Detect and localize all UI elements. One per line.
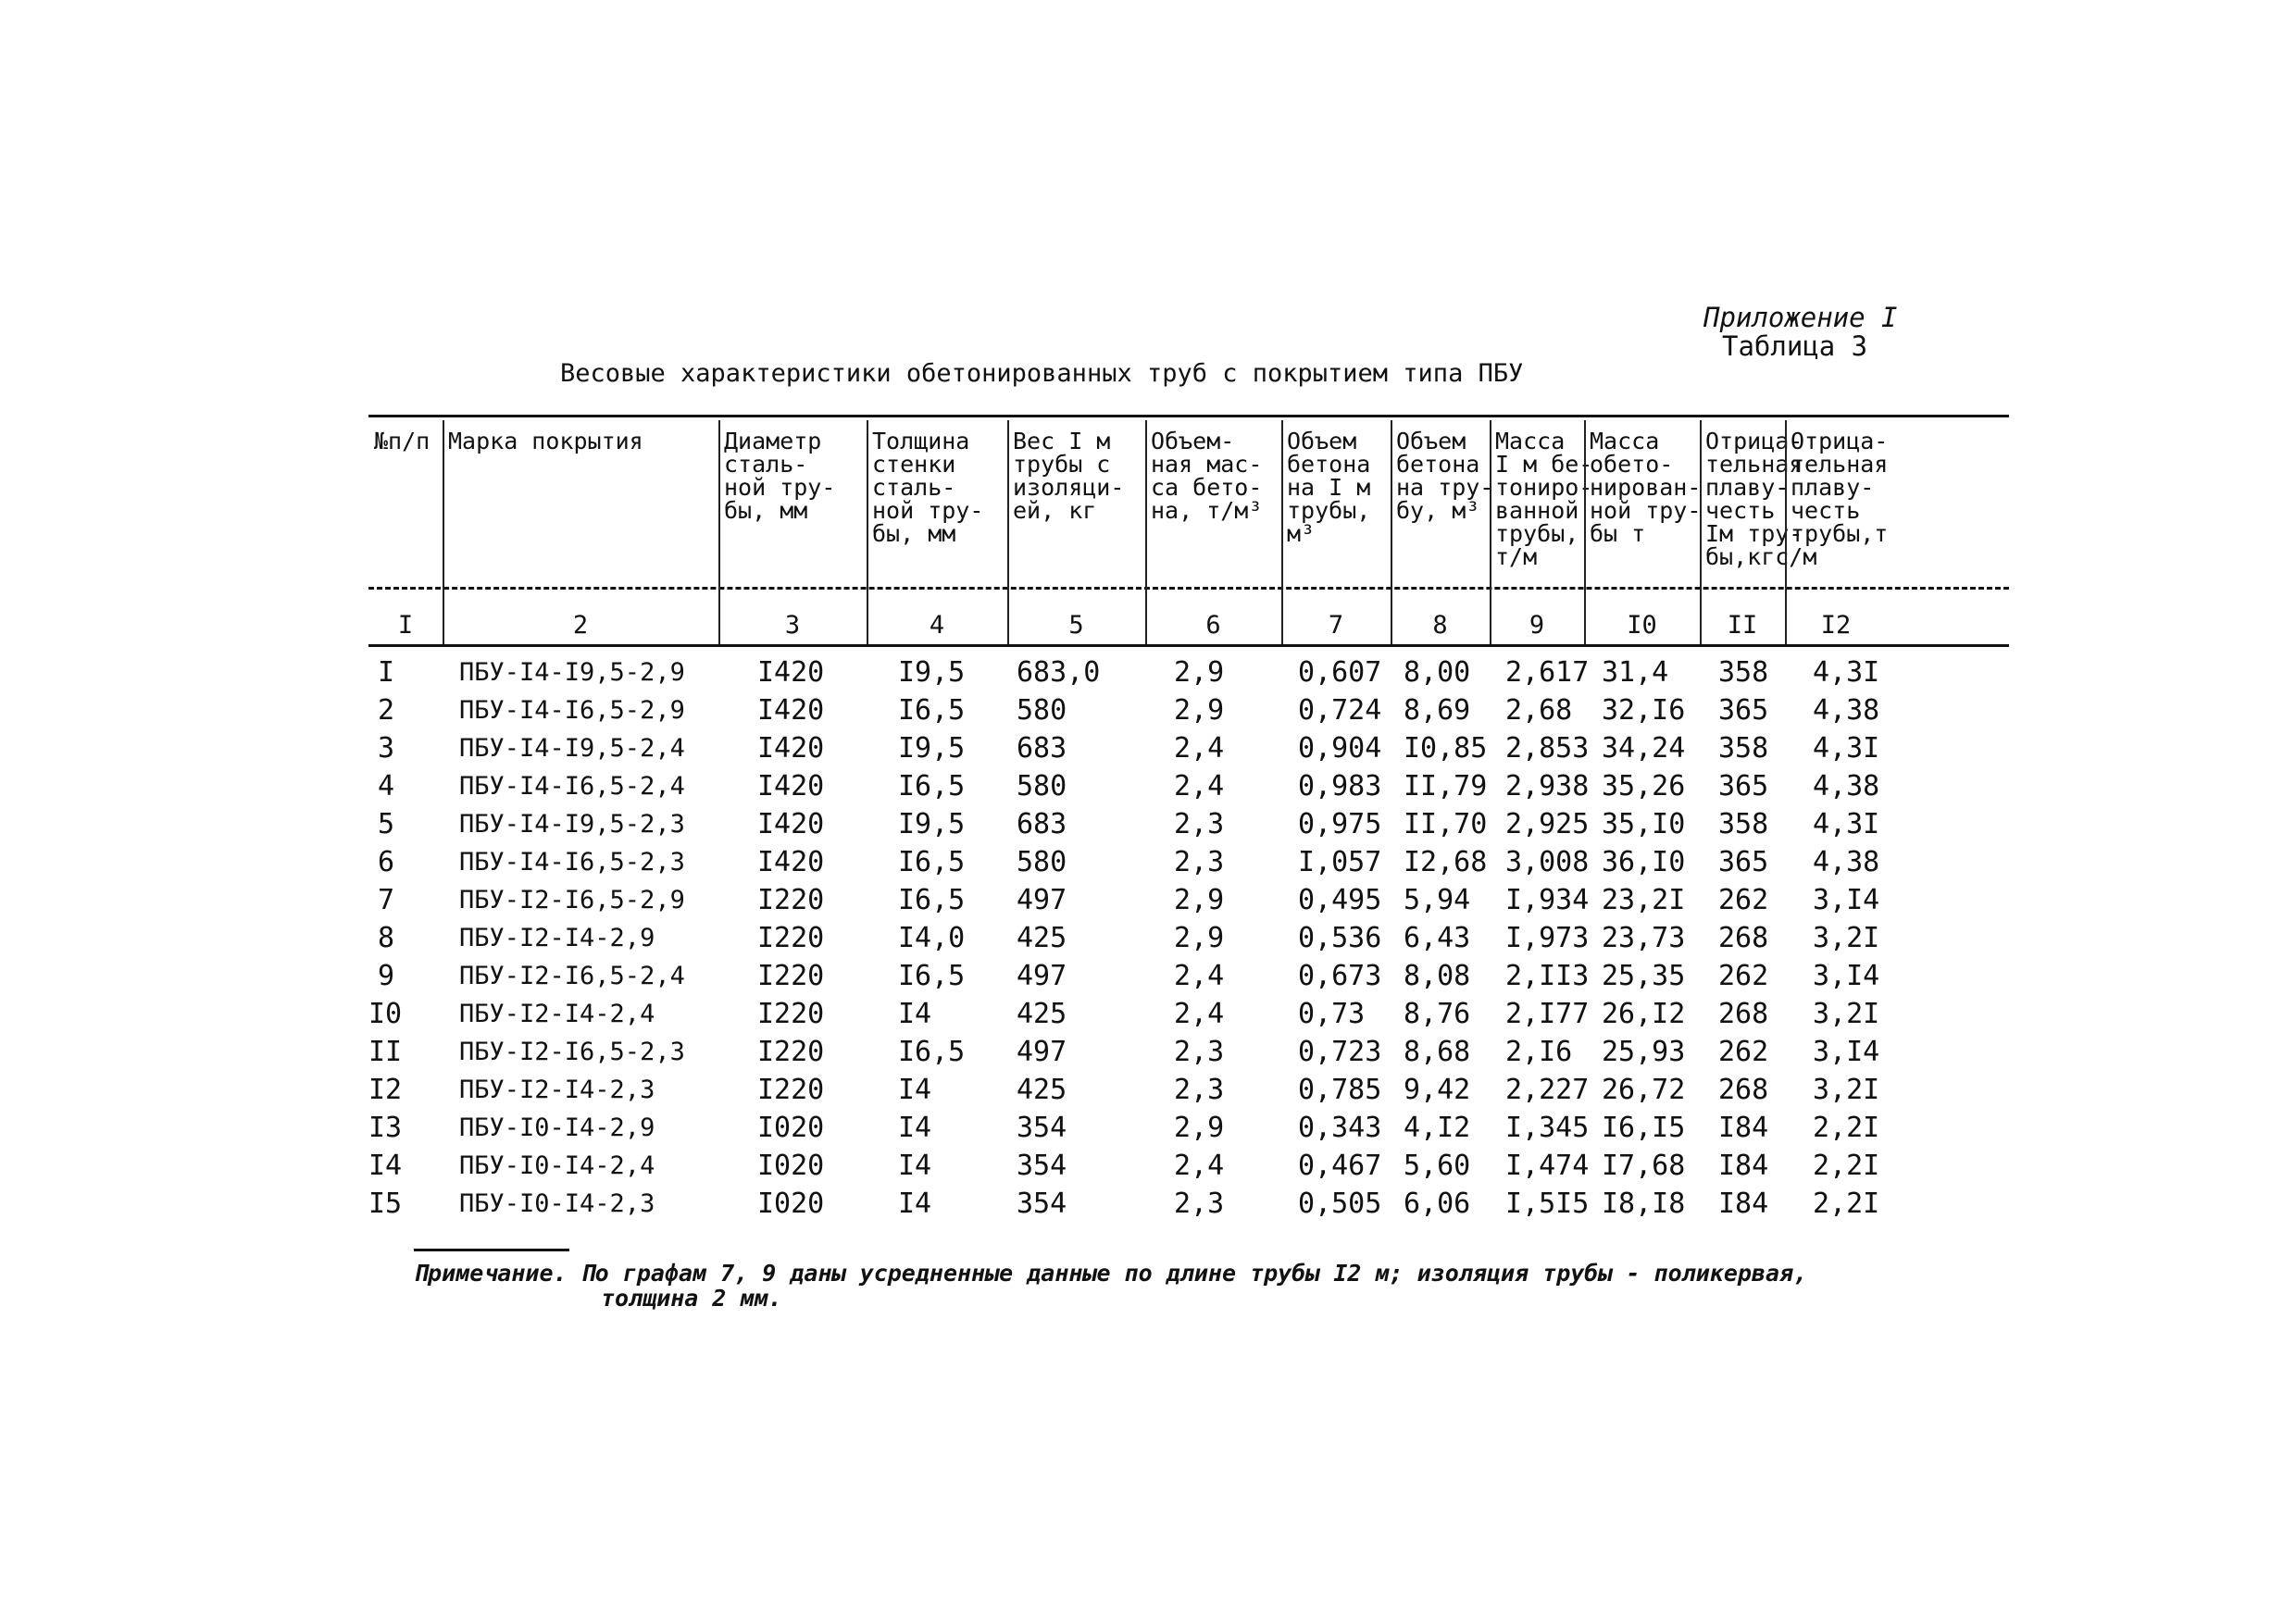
column-number: 9	[1529, 611, 1545, 640]
column-header-8	[1391, 428, 1494, 524]
table-cell-col-2: ПБУ-I4-I9,5-2,9	[459, 658, 685, 687]
table-cell-col-12: 3,2I	[1813, 1074, 1880, 1106]
table-cell-col-2: ПБУ-I2-I6,5-2,4	[459, 962, 685, 990]
table-cell-col-7: 0,723	[1298, 1036, 1382, 1068]
table-row	[368, 843, 2009, 881]
table-cell-col-10: 35,26	[1602, 770, 1686, 802]
table-cell-col-1: I5	[368, 1188, 403, 1220]
table-cell-col-6: 2,3	[1174, 846, 1225, 878]
table-row	[368, 1033, 2009, 1071]
column-header-line: I м бе-	[1495, 451, 1593, 478]
column-number: I0	[1627, 611, 1657, 640]
column-header-7	[1281, 429, 1391, 545]
table-cell-col-9: 2,227	[1505, 1074, 1590, 1106]
table-cell-col-12: 4,38	[1813, 694, 1880, 727]
table-cell-col-5: 497	[1017, 1036, 1067, 1068]
column-header-line: бы, мм	[724, 497, 808, 524]
table-cell-col-12: 3,2I	[1813, 922, 1880, 954]
column-number: I2	[1820, 611, 1852, 640]
table-cell-col-11: I84	[1718, 1112, 1769, 1144]
table-cell-col-3: I420	[757, 732, 825, 765]
column-header-line: трубы,т	[1791, 520, 1889, 547]
table-cell-col-4: I6,5	[898, 846, 966, 878]
table-cell-col-11: 262	[1718, 960, 1769, 992]
table-cell-col-6: 2,3	[1174, 1074, 1225, 1106]
appendix-label	[1703, 304, 1898, 361]
column-divider	[1281, 420, 1283, 644]
table-row	[368, 957, 2009, 995]
table-cell-col-9: 2,938	[1505, 770, 1590, 802]
table-cell-col-1: 4	[377, 770, 394, 802]
column-header-line: бы,кгс/м	[1705, 543, 1817, 570]
weight-characteristics-table	[368, 415, 2009, 1229]
table-cell-col-12: 4,38	[1813, 770, 1880, 802]
column-header-6	[1145, 429, 1281, 522]
column-header-line: Масса	[1495, 428, 1566, 454]
table-cell-col-3: I220	[757, 1074, 825, 1106]
table-cell-col-8: I2,68	[1404, 846, 1488, 878]
table-cell-col-4: I9,5	[898, 808, 966, 840]
table-cell-col-12: 4,3I	[1813, 732, 1880, 765]
table-cell-col-11: 268	[1718, 998, 1769, 1030]
column-header-line: честь	[1791, 497, 1861, 524]
note-divider	[414, 1249, 569, 1251]
table-cell-col-5: 425	[1017, 998, 1067, 1030]
table-cell-col-10: 25,93	[1602, 1036, 1686, 1068]
table-cell-col-9: 2,617	[1505, 656, 1590, 689]
column-header-line: Отрица-	[1791, 428, 1889, 454]
table-cell-col-2: ПБУ-I4-I9,5-2,3	[459, 810, 685, 839]
column-header-3	[718, 429, 867, 522]
table-cell-col-3: I420	[757, 770, 825, 802]
table-cell-col-2: ПБУ-I4-I6,5-2,9	[459, 696, 685, 725]
table-row	[368, 691, 2009, 729]
column-number: II	[1727, 611, 1758, 640]
column-header-line: плаву-	[1705, 474, 1790, 501]
column-header-line: трубы с	[1013, 451, 1111, 478]
column-header-line: трубы,	[1495, 520, 1579, 547]
table-cell-col-10: I6,I5	[1602, 1112, 1686, 1144]
column-header-line: Марка покрытия	[448, 428, 643, 454]
table-cell-col-4: I4	[898, 998, 932, 1030]
column-header-line: №п/п	[374, 428, 430, 454]
column-number: 4	[929, 611, 945, 640]
column-header-line: тониро-	[1495, 474, 1593, 501]
column-header-line: бы, мм	[872, 520, 956, 547]
column-header-line: т/м	[1495, 543, 1538, 570]
column-header-line: ванной	[1495, 497, 1579, 524]
table-cell-col-5: 580	[1017, 694, 1067, 727]
table-row	[368, 767, 2009, 805]
column-divider	[1584, 420, 1586, 644]
table-cell-col-2: ПБУ-I4-I9,5-2,4	[459, 734, 685, 763]
table-cell-col-12: 4,3I	[1813, 808, 1880, 840]
table-cell-col-8: II,70	[1404, 808, 1488, 840]
column-divider	[718, 420, 720, 644]
table-cell-col-11: 358	[1718, 808, 1769, 840]
header-bottom-rule	[368, 587, 2009, 590]
table-cell-col-10: 23,2I	[1602, 884, 1686, 916]
table-cell-col-10: I7,68	[1602, 1150, 1686, 1182]
table-cell-col-12: 4,3I	[1813, 656, 1880, 689]
table-cell-col-9: I,5I5	[1505, 1188, 1590, 1220]
column-header-line: Толщина	[872, 428, 970, 454]
table-cell-col-3: I220	[757, 922, 825, 954]
column-header-10	[1584, 429, 1700, 545]
table-cell-col-8: 8,76	[1404, 998, 1471, 1030]
table-cell-col-1: 3	[377, 732, 394, 765]
table-cell-col-5: 425	[1017, 1074, 1067, 1106]
table-cell-col-5: 425	[1017, 922, 1067, 954]
table-cell-col-1: I	[377, 656, 394, 689]
table-row	[368, 805, 2009, 843]
table-cell-col-5: 683	[1017, 732, 1067, 765]
table-cell-col-4: I4	[898, 1074, 932, 1106]
table-cell-col-2: ПБУ-I4-I6,5-2,4	[459, 772, 685, 801]
column-header-line: тельная	[1705, 451, 1803, 478]
table-cell-col-8: 4,I2	[1404, 1112, 1471, 1144]
table-cell-col-3: I220	[757, 1036, 825, 1068]
table-cell-col-6: 2,4	[1174, 998, 1225, 1030]
column-header-1	[368, 429, 443, 453]
table-cell-col-4: I6,5	[898, 884, 966, 916]
table-cell-col-5: 354	[1017, 1112, 1067, 1144]
column-header-2	[443, 429, 718, 453]
table-cell-col-7: 0,904	[1298, 732, 1382, 765]
column-divider	[1145, 420, 1147, 644]
table-cell-col-3: I220	[757, 998, 825, 1030]
table-cell-col-9: I,973	[1505, 922, 1590, 954]
table-cell-col-11: 262	[1718, 1036, 1769, 1068]
table-top-rule	[368, 415, 2009, 417]
table-cell-col-3: I420	[757, 846, 825, 878]
column-divider	[443, 420, 444, 644]
table-cell-col-6: 2,3	[1174, 1188, 1225, 1220]
table-cell-col-6: 2,9	[1174, 656, 1225, 689]
table-cell-col-7: 0,73	[1298, 998, 1366, 1030]
table-cell-col-1: 7	[377, 884, 394, 916]
column-header-line: ной тру-	[1590, 497, 1702, 524]
table-cell-col-4: I6,5	[898, 770, 966, 802]
footnote-line-2: толщина 2 мм.	[601, 1285, 782, 1312]
table-cell-col-3: I420	[757, 694, 825, 727]
table-cell-col-2: ПБУ-I2-I6,5-2,9	[459, 886, 685, 914]
table-cell-col-6: 2,4	[1174, 960, 1225, 992]
table-cell-col-10: I8,I8	[1602, 1188, 1686, 1220]
table-row	[368, 729, 2009, 767]
table-cell-col-7: 0,975	[1298, 808, 1382, 840]
column-number: I	[397, 611, 414, 640]
table-cell-col-12: 3,I4	[1813, 960, 1880, 992]
table-cell-col-12: 3,2I	[1813, 998, 1880, 1030]
table-cell-col-2: ПБУ-I2-I4-2,4	[459, 1000, 655, 1028]
table-cell-col-3: I020	[757, 1188, 825, 1220]
table-cell-col-2: ПБУ-I0-I4-2,3	[459, 1189, 655, 1218]
table-cell-col-5: 354	[1017, 1150, 1067, 1182]
table-number: Таблица 3	[1722, 330, 1868, 362]
table-cell-col-7: 0,536	[1298, 922, 1382, 954]
column-number: 2	[572, 611, 589, 640]
table-cell-col-6: 2,3	[1174, 808, 1225, 840]
appendix-number: Приложение I	[1703, 302, 1898, 333]
table-cell-col-9: 2,853	[1505, 732, 1590, 765]
column-header-line: Отрица-	[1705, 428, 1803, 454]
table-cell-col-9: 2,925	[1505, 808, 1590, 840]
table-cell-col-5: 497	[1017, 960, 1067, 992]
table-cell-col-12: 3,I4	[1813, 1036, 1880, 1068]
table-cell-col-11: 262	[1718, 884, 1769, 916]
column-header-line: изоляци-	[1013, 474, 1125, 501]
table-cell-col-7: 0,607	[1298, 656, 1382, 689]
table-cell-col-1: I4	[368, 1150, 403, 1182]
table-cell-col-4: I4	[898, 1112, 932, 1144]
table-cell-col-11: 358	[1718, 656, 1769, 689]
column-header-line: тельная	[1791, 451, 1889, 478]
table-cell-col-8: 9,42	[1404, 1074, 1471, 1106]
footnote-line-1: Примечание. По графам 7, 9 даны усредненные данные по длине трубы I2 м; изоляция трубы - поликервая,	[414, 1260, 1808, 1287]
column-number: 8	[1432, 611, 1448, 640]
table-cell-col-5: 354	[1017, 1188, 1067, 1220]
table-cell-col-7: 0,343	[1298, 1112, 1382, 1144]
table-cell-col-4: I4,0	[898, 922, 966, 954]
table-cell-col-1: I0	[368, 998, 403, 1030]
table-cell-col-5: 580	[1017, 770, 1067, 802]
column-header-4	[867, 429, 1007, 545]
table-cell-col-12: 2,2I	[1813, 1112, 1880, 1144]
column-header-line: ей, кг	[1013, 497, 1097, 524]
table-cell-col-9: 2,68	[1505, 694, 1573, 727]
column-header-line: сталь-	[872, 474, 956, 501]
table-cell-col-3: I020	[757, 1150, 825, 1182]
table-cell-col-10: 35,I0	[1602, 808, 1686, 840]
table-cell-col-4: I9,5	[898, 732, 966, 765]
column-header-line: трубы,	[1287, 497, 1371, 524]
table-cell-col-6: 2,4	[1174, 1150, 1225, 1182]
table-cell-col-9: I,474	[1505, 1150, 1590, 1182]
table-cell-col-3: I420	[757, 656, 825, 689]
column-header-line: честь	[1705, 497, 1776, 524]
table-cell-col-5: 683,0	[1017, 656, 1101, 689]
table-cell-col-6: 2,9	[1174, 1112, 1225, 1144]
table-cell-col-7: 0,785	[1298, 1074, 1382, 1106]
table-cell-col-2: ПБУ-I2-I4-2,9	[459, 924, 655, 952]
table-cell-col-8: 8,08	[1404, 960, 1471, 992]
table-cell-col-9: 2,II3	[1505, 960, 1590, 992]
table-cell-col-7: 0,673	[1298, 960, 1382, 992]
column-header-line: ной тру-	[724, 474, 836, 501]
table-cell-col-8: 8,00	[1404, 656, 1471, 689]
table-cell-col-1: 2	[377, 694, 394, 727]
table-cell-col-9: I,934	[1505, 884, 1590, 916]
table-row	[368, 995, 2009, 1033]
column-header-line: обето-	[1590, 451, 1674, 478]
column-header-line: на I м	[1287, 474, 1371, 501]
table-cell-col-1: 6	[377, 846, 394, 878]
table-cell-col-7: 0,724	[1298, 694, 1382, 727]
column-divider	[1391, 420, 1392, 644]
table-cell-col-6: 2,9	[1174, 694, 1225, 727]
column-header-line: на тру-	[1396, 474, 1494, 501]
table-cell-col-6: 2,4	[1174, 732, 1225, 765]
table-title: Весовые характеристики обетонированных труб с покрытием типа ПБУ	[560, 359, 1524, 388]
table-row	[368, 653, 2009, 691]
table-cell-col-12: 3,I4	[1813, 884, 1880, 916]
table-cell-col-3: I220	[757, 884, 825, 916]
table-cell-col-4: I4	[898, 1188, 932, 1220]
column-header-line: сталь-	[724, 451, 808, 478]
table-cell-col-8: I0,85	[1404, 732, 1488, 765]
column-header-line: Iм тру-	[1705, 520, 1803, 547]
column-divider	[1700, 420, 1702, 644]
table-cell-col-4: I6,5	[898, 694, 966, 727]
table-cell-col-8: 8,69	[1404, 694, 1471, 727]
column-header-line: бетона	[1396, 451, 1480, 478]
table-row	[368, 1147, 2009, 1185]
table-row	[368, 919, 2009, 957]
column-number: 5	[1068, 611, 1084, 640]
column-divider	[1785, 420, 1787, 644]
table-cell-col-1: 8	[377, 922, 394, 954]
table-cell-col-7: 0,505	[1298, 1188, 1382, 1220]
column-header-12	[1785, 429, 1887, 545]
column-header-line: нирован-	[1590, 474, 1702, 501]
column-header-line: Диаметр	[724, 428, 822, 454]
column-header-line: Масса	[1590, 428, 1660, 454]
column-number: 7	[1328, 611, 1344, 640]
table-row	[368, 1071, 2009, 1109]
table-cell-col-7: 0,495	[1298, 884, 1382, 916]
table-cell-col-4: I6,5	[898, 1036, 966, 1068]
column-header-line: м³	[1287, 520, 1316, 547]
column-number: 6	[1205, 611, 1221, 640]
table-cell-col-1: 5	[377, 808, 394, 840]
column-divider	[867, 420, 868, 644]
table-cell-col-11: 358	[1718, 732, 1769, 765]
table-cell-col-10: 26,I2	[1602, 998, 1686, 1030]
table-cell-col-2: ПБУ-I0-I4-2,9	[459, 1113, 655, 1142]
column-header-line: Объем	[1396, 428, 1466, 454]
column-header-line: бу, м³	[1396, 497, 1480, 524]
table-cell-col-2: ПБУ-I2-I6,5-2,3	[459, 1038, 685, 1066]
column-number: 3	[784, 611, 801, 640]
table-cell-col-8: 6,43	[1404, 922, 1471, 954]
table-cell-col-4: I9,5	[898, 656, 966, 689]
table-cell-col-12: 2,2I	[1813, 1150, 1880, 1182]
table-cell-col-3: I220	[757, 960, 825, 992]
column-header-line: Объем	[1287, 428, 1357, 454]
table-cell-col-11: 268	[1718, 1074, 1769, 1106]
table-cell-col-8: 6,06	[1404, 1188, 1471, 1220]
column-header-line: ной тру-	[872, 497, 984, 524]
table-cell-col-1: I3	[368, 1112, 403, 1144]
table-cell-col-6: 2,9	[1174, 922, 1225, 954]
footnote	[414, 1261, 1807, 1311]
table-cell-col-11: 365	[1718, 694, 1769, 727]
table-cell-col-4: I4	[898, 1150, 932, 1182]
table-cell-col-7: 0,983	[1298, 770, 1382, 802]
table-cell-col-2: ПБУ-I4-I6,5-2,3	[459, 848, 685, 877]
table-cell-col-5: 580	[1017, 846, 1067, 878]
table-cell-col-10: 23,73	[1602, 922, 1686, 954]
table-cell-col-10: 25,35	[1602, 960, 1686, 992]
table-cell-col-10: 31,4	[1602, 656, 1669, 689]
table-cell-col-5: 497	[1017, 884, 1067, 916]
column-divider	[1007, 420, 1009, 644]
column-header-line: ная мас-	[1151, 451, 1263, 478]
table-cell-col-11: 365	[1718, 770, 1769, 802]
table-cell-col-4: I6,5	[898, 960, 966, 992]
table-cell-col-7: 0,467	[1298, 1150, 1382, 1182]
table-cell-col-1: 9	[377, 960, 394, 992]
table-cell-col-3: I420	[757, 808, 825, 840]
column-header-11	[1700, 428, 1817, 570]
column-header-5	[1007, 429, 1145, 522]
table-cell-col-9: 2,I6	[1505, 1036, 1573, 1068]
table-cell-col-9: 3,008	[1505, 846, 1590, 878]
table-cell-col-11: 268	[1718, 922, 1769, 954]
table-cell-col-8: 5,60	[1404, 1150, 1471, 1182]
table-cell-col-12: 4,38	[1813, 846, 1880, 878]
table-cell-col-10: 26,72	[1602, 1074, 1686, 1106]
table-cell-col-10: 36,I0	[1602, 846, 1686, 878]
table-cell-col-2: ПБУ-I2-I4-2,3	[459, 1076, 655, 1104]
table-cell-col-9: 2,I77	[1505, 998, 1590, 1030]
table-cell-col-11: I84	[1718, 1150, 1769, 1182]
table-cell-col-6: 2,4	[1174, 770, 1225, 802]
table-cell-col-1: I2	[368, 1074, 403, 1106]
table-cell-col-11: 365	[1718, 846, 1769, 878]
table-cell-col-8: 8,68	[1404, 1036, 1471, 1068]
table-cell-col-11: I84	[1718, 1188, 1769, 1220]
table-cell-col-5: 683	[1017, 808, 1067, 840]
table-cell-col-10: 34,24	[1602, 732, 1686, 765]
table-cell-col-12: 2,2I	[1813, 1188, 1880, 1220]
table-cell-col-1: II	[368, 1036, 403, 1068]
column-header-line: бетона	[1287, 451, 1371, 478]
table-cell-col-9: I,345	[1505, 1112, 1590, 1144]
table-cell-col-6: 2,9	[1174, 884, 1225, 916]
column-header-line: бы т	[1590, 520, 1646, 547]
column-header-line: стенки	[872, 451, 956, 478]
table-cell-col-6: 2,3	[1174, 1036, 1225, 1068]
column-divider	[1490, 420, 1491, 644]
table-cell-col-8: II,79	[1404, 770, 1488, 802]
table-row	[368, 881, 2009, 919]
column-header-line: Объем-	[1151, 428, 1235, 454]
column-numbers-bottom-rule	[368, 644, 2009, 647]
table-cell-col-3: I020	[757, 1112, 825, 1144]
table-cell-col-2: ПБУ-I0-I4-2,4	[459, 1151, 655, 1180]
table-row	[368, 1109, 2009, 1147]
column-header-line: Вес I м	[1013, 428, 1111, 454]
column-header-line: на, т/м³	[1151, 497, 1263, 524]
column-header-line: са бето-	[1151, 474, 1263, 501]
table-cell-col-7: I,057	[1298, 846, 1382, 878]
table-row	[368, 1185, 2009, 1223]
table-cell-col-10: 32,I6	[1602, 694, 1686, 727]
column-header-line: плаву-	[1791, 474, 1875, 501]
table-cell-col-8: 5,94	[1404, 884, 1471, 916]
column-header-9	[1490, 428, 1593, 570]
